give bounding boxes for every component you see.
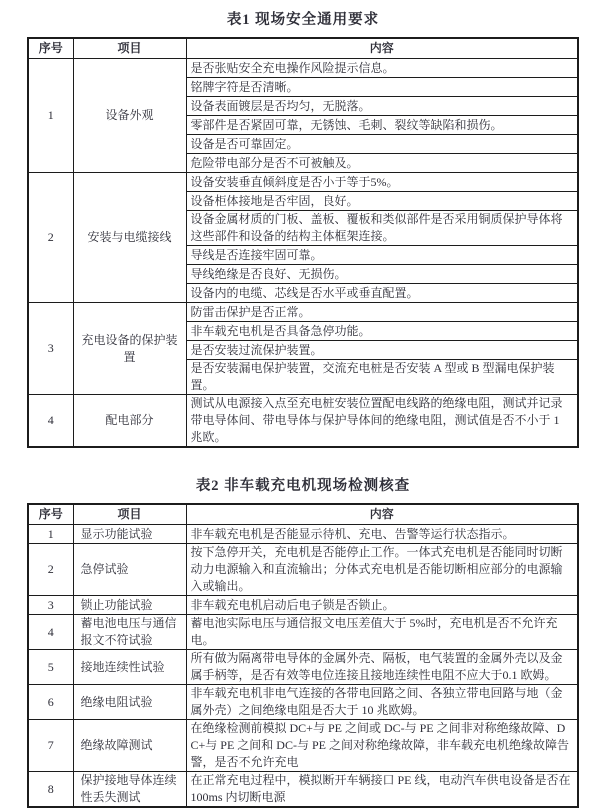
- content-cell: 蓄电池实际电压与通信报文电压差值大于 5%时，充电机是否不允许充电。: [186, 615, 578, 650]
- content-cell: 是否安装过流保护装置。: [186, 341, 578, 360]
- table-2-offboard-charger-site-inspection: [27, 503, 579, 808]
- table-row: [28, 525, 578, 544]
- table-row: [28, 650, 578, 685]
- content-cell: 是否安装漏电保护装置，交流充电桩是否安装 A 型或 B 型漏电保护装置。: [186, 360, 578, 395]
- content-cell: 测试从电源接入点至充电桩安装位置配电线路的绝缘电阻，测试并记录带电导体间、带电导体与保护导体间的绝缘电阻，测试值是否不小于 1 兆欧。: [186, 395, 578, 448]
- table-row: [28, 615, 578, 650]
- header-cell: 内容: [186, 504, 578, 525]
- content-cell: 防雷击保护是否正常。: [186, 303, 578, 322]
- table-row: [28, 720, 578, 772]
- item-cell: 显示功能试验: [73, 525, 186, 544]
- item-cell: 急停试验: [73, 544, 186, 596]
- table-row: [28, 772, 578, 808]
- table-row: [28, 303, 578, 322]
- content-cell: 设备柜体接地是否牢固，良好。: [186, 192, 578, 211]
- table-row: [28, 395, 578, 448]
- item-cell: 绝缘故障测试: [73, 720, 186, 772]
- table-1-title: 表1 现场安全通用要求: [226, 12, 380, 28]
- content-cell: 设备内的电缆、芯线是否水平或垂直配置。: [186, 284, 578, 303]
- content-cell: 非车载充电机是否能显示待机、充电、告警等运行状态指示。: [186, 525, 578, 544]
- table-row: [28, 544, 578, 596]
- seq-cell: 6: [28, 685, 73, 720]
- content-cell: 导线绝缘是否良好、无损伤。: [186, 265, 578, 284]
- item-cell: 蓄电池电压与通信报文不符试验: [73, 615, 186, 650]
- item-cell: 绝缘电阻试验: [73, 685, 186, 720]
- seq-cell: 4: [28, 615, 73, 650]
- table-row: [28, 59, 578, 78]
- seq-cell: 3: [28, 303, 73, 395]
- seq-cell: 5: [28, 650, 73, 685]
- header-cell: 内容: [186, 38, 578, 59]
- seq-cell: 2: [28, 544, 73, 596]
- seq-cell: 7: [28, 720, 73, 772]
- content-cell: 非车载充电机是否具备急停功能。: [186, 322, 578, 341]
- item-cell: 保护接地导体连续性丢失测试: [73, 772, 186, 808]
- content-cell: 是否张贴安全充电操作风险提示信息。: [186, 59, 578, 78]
- seq-cell: 8: [28, 772, 73, 808]
- item-cell: 安装与电缆接线: [73, 173, 186, 303]
- content-cell: 危险带电部分是否不可被触及。: [186, 154, 578, 173]
- content-cell: 所有做为隔离带电导体的金属外壳、隔板，电气装置的金属外壳以及金属手柄等，是否有效等电位连接且接地连续性电阻不应大于0.1 欧姆。: [186, 650, 578, 685]
- content-cell: 在正常充电过程中，模拟断开车辆接口 PE 线，电动汽车供电设备是否在 100ms 内切断电源: [186, 772, 578, 808]
- content-cell: 设备安装垂直倾斜度是否小于等于5%。: [186, 173, 578, 192]
- table-row: [28, 685, 578, 720]
- table-1-container: [27, 37, 579, 448]
- item-cell: 设备外观: [73, 59, 186, 173]
- seq-cell: 1: [28, 59, 73, 173]
- content-cell: 非车载充电机启动后电子锁是否锁止。: [186, 596, 578, 615]
- content-cell: 铭牌字符是否清晰。: [186, 78, 578, 97]
- item-cell: 接地连续性试验: [73, 650, 186, 685]
- content-cell: 按下急停开关，充电机是否能停止工作。一体式充电机是否能同时切断动力电源输入和直流输出；分体式充电机是否能切断相应部分的电源输入或输出。: [186, 544, 578, 596]
- item-cell: 配电部分: [73, 395, 186, 448]
- content-cell: 在绝缘检测前模拟 DC+与 PE 之间或 DC-与 PE 之间非对称绝缘故障、DC+与 PE 之间和 DC-与 PE 之间对称绝缘故障，非车载充电机绝缘故障告警，是否不允许充电: [186, 720, 578, 772]
- seq-cell: 1: [28, 525, 73, 544]
- seq-cell: 3: [28, 596, 73, 615]
- item-cell: 锁止功能试验: [73, 596, 186, 615]
- table-2-title: 表2 非车载充电机现场检测核查: [195, 478, 411, 494]
- header-cell: 项目: [73, 38, 186, 59]
- table-2-container: [27, 503, 579, 808]
- table-row: [28, 173, 578, 192]
- content-cell: 非车载充电机非电气连接的各带电回路之间、各独立带电回路与地（金属外壳）之间绝缘电阻是否大于 10 兆欧姆。: [186, 685, 578, 720]
- content-cell: 设备金属材质的门板、盖板、覆板和类似部件是否采用铜质保护导体将这些部件和设备的结构主体框架连接。: [186, 211, 578, 246]
- content-cell: 设备是否可靠固定。: [186, 135, 578, 154]
- seq-cell: 2: [28, 173, 73, 303]
- content-cell: 零部件是否紧固可靠，无锈蚀、毛刺、裂纹等缺陷和损伤。: [186, 116, 578, 135]
- header-cell: 序号: [28, 38, 73, 59]
- table-1-site-safety-general-requirements: [27, 37, 579, 448]
- content-cell: 设备表面镀层是否均匀，无脱落。: [186, 97, 578, 116]
- header-cell: 项目: [73, 504, 186, 525]
- seq-cell: 4: [28, 395, 73, 448]
- content-cell: 导线是否连接牢固可靠。: [186, 246, 578, 265]
- item-cell: 充电设备的保护装置: [73, 303, 186, 395]
- table-row: [28, 596, 578, 615]
- header-cell: 序号: [28, 504, 73, 525]
